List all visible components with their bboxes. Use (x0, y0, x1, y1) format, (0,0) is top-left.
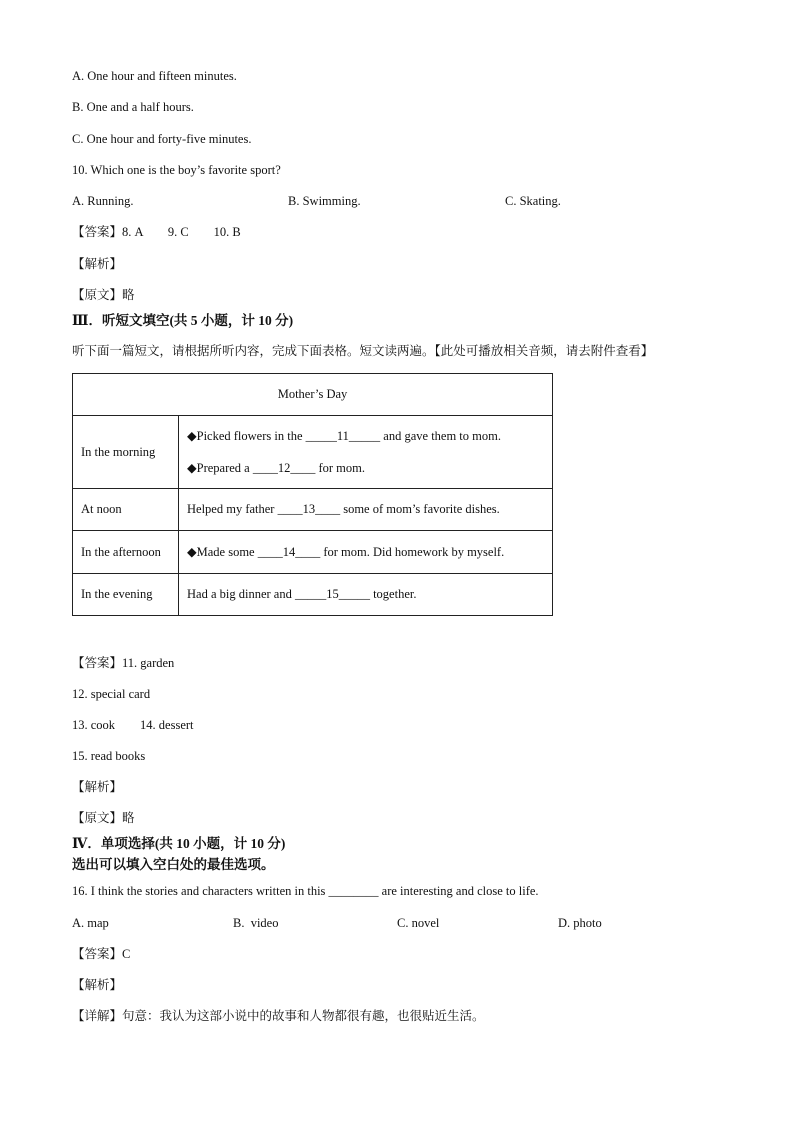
blank-12: ____12____ (252, 461, 316, 475)
row-content (179, 416, 553, 489)
row-time: In the afternoon (73, 531, 179, 574)
row-time: At noon (73, 489, 179, 531)
row-content (179, 574, 553, 616)
cell-text: together. (369, 587, 417, 601)
answers-8-10: 【答案】8. A 9. C 10. B (72, 225, 241, 239)
q16-option-b: B. video (233, 916, 279, 930)
mothers-day-table (72, 373, 553, 616)
row-time: In the morning (73, 416, 179, 489)
q10-option-a: A. Running. (72, 194, 134, 208)
q16-question: 16. I think the stories and characters written in this ________ are interesting and close to life. (72, 884, 539, 898)
cell-text: ◆Prepared a (187, 461, 253, 475)
q10-option-b: B. Swimming. (288, 194, 361, 208)
q16-option-d: D. photo (558, 916, 602, 930)
cell-text: for mom. Did homework by myself. (320, 545, 505, 559)
q9-option-c: C. One hour and forty-five minutes. (72, 132, 252, 146)
analysis-label: 【解析】 (72, 780, 123, 794)
table-row (73, 531, 553, 574)
section-4-heading: Ⅳ．单项选择(共 10 小题，计 10 分) (72, 836, 286, 851)
row-content (179, 531, 553, 574)
q9-option-a: A. One hour and fifteen minutes. (72, 69, 237, 83)
table-title: Mother’s Day (73, 374, 553, 416)
q16-option-a: A. map (72, 916, 109, 930)
q16-option-c: C. novel (397, 916, 440, 930)
cell-text: some of mom’s favorite dishes. (340, 502, 500, 516)
cell-text: ◆Made some (187, 545, 258, 559)
original-text-label: 【原文】略 (72, 811, 135, 825)
table-row (73, 416, 553, 489)
answer-11: 【答案】11. garden (72, 656, 175, 670)
table-row (73, 574, 553, 616)
q9-option-b: B. One and a half hours. (72, 100, 194, 114)
row-content (179, 489, 553, 531)
q10-question: 10. Which one is the boy’s favorite sport? (72, 163, 281, 177)
original-text-label: 【原文】略 (72, 288, 135, 302)
cell-text: and gave them to mom. (380, 429, 501, 443)
answer-12: 12. special card (72, 687, 151, 701)
cell-text: ◆Picked flowers in the (187, 429, 306, 443)
blank-13: ____13____ (277, 502, 341, 516)
analysis-label: 【解析】 (72, 257, 123, 271)
answer-15: 15. read books (72, 749, 146, 763)
table-row (73, 489, 553, 531)
row-time: In the evening (73, 574, 179, 616)
cell-text: Had a big dinner and (187, 587, 295, 601)
answer-16: 【答案】C (72, 947, 131, 961)
cell-text: for mom. (315, 461, 365, 475)
answer-13-14: 13. cook 14. dessert (72, 718, 194, 732)
blank-14: ____14____ (257, 545, 321, 559)
analysis-label: 【解析】 (72, 978, 123, 992)
detail-16: 【详解】句意：我认为这部小说中的故事和人物都很有趣，也很贴近生活。 (72, 1009, 485, 1023)
q10-option-c: C. Skating. (505, 194, 561, 208)
section-4-subheading: 选出可以填入空白处的最佳选项。 (72, 857, 275, 872)
section-3-heading: Ⅲ．听短文填空(共 5 小题，计 10 分) (72, 313, 294, 328)
blank-15: _____15_____ (294, 587, 370, 601)
section-3-instruction: 听下面一篇短文，请根据所听内容，完成下面表格。短文读两遍。【此处可播放相关音频，请去附件查看】 (72, 344, 654, 358)
blank-11: _____11_____ (305, 429, 381, 443)
cell-text: Helped my father (187, 502, 278, 516)
